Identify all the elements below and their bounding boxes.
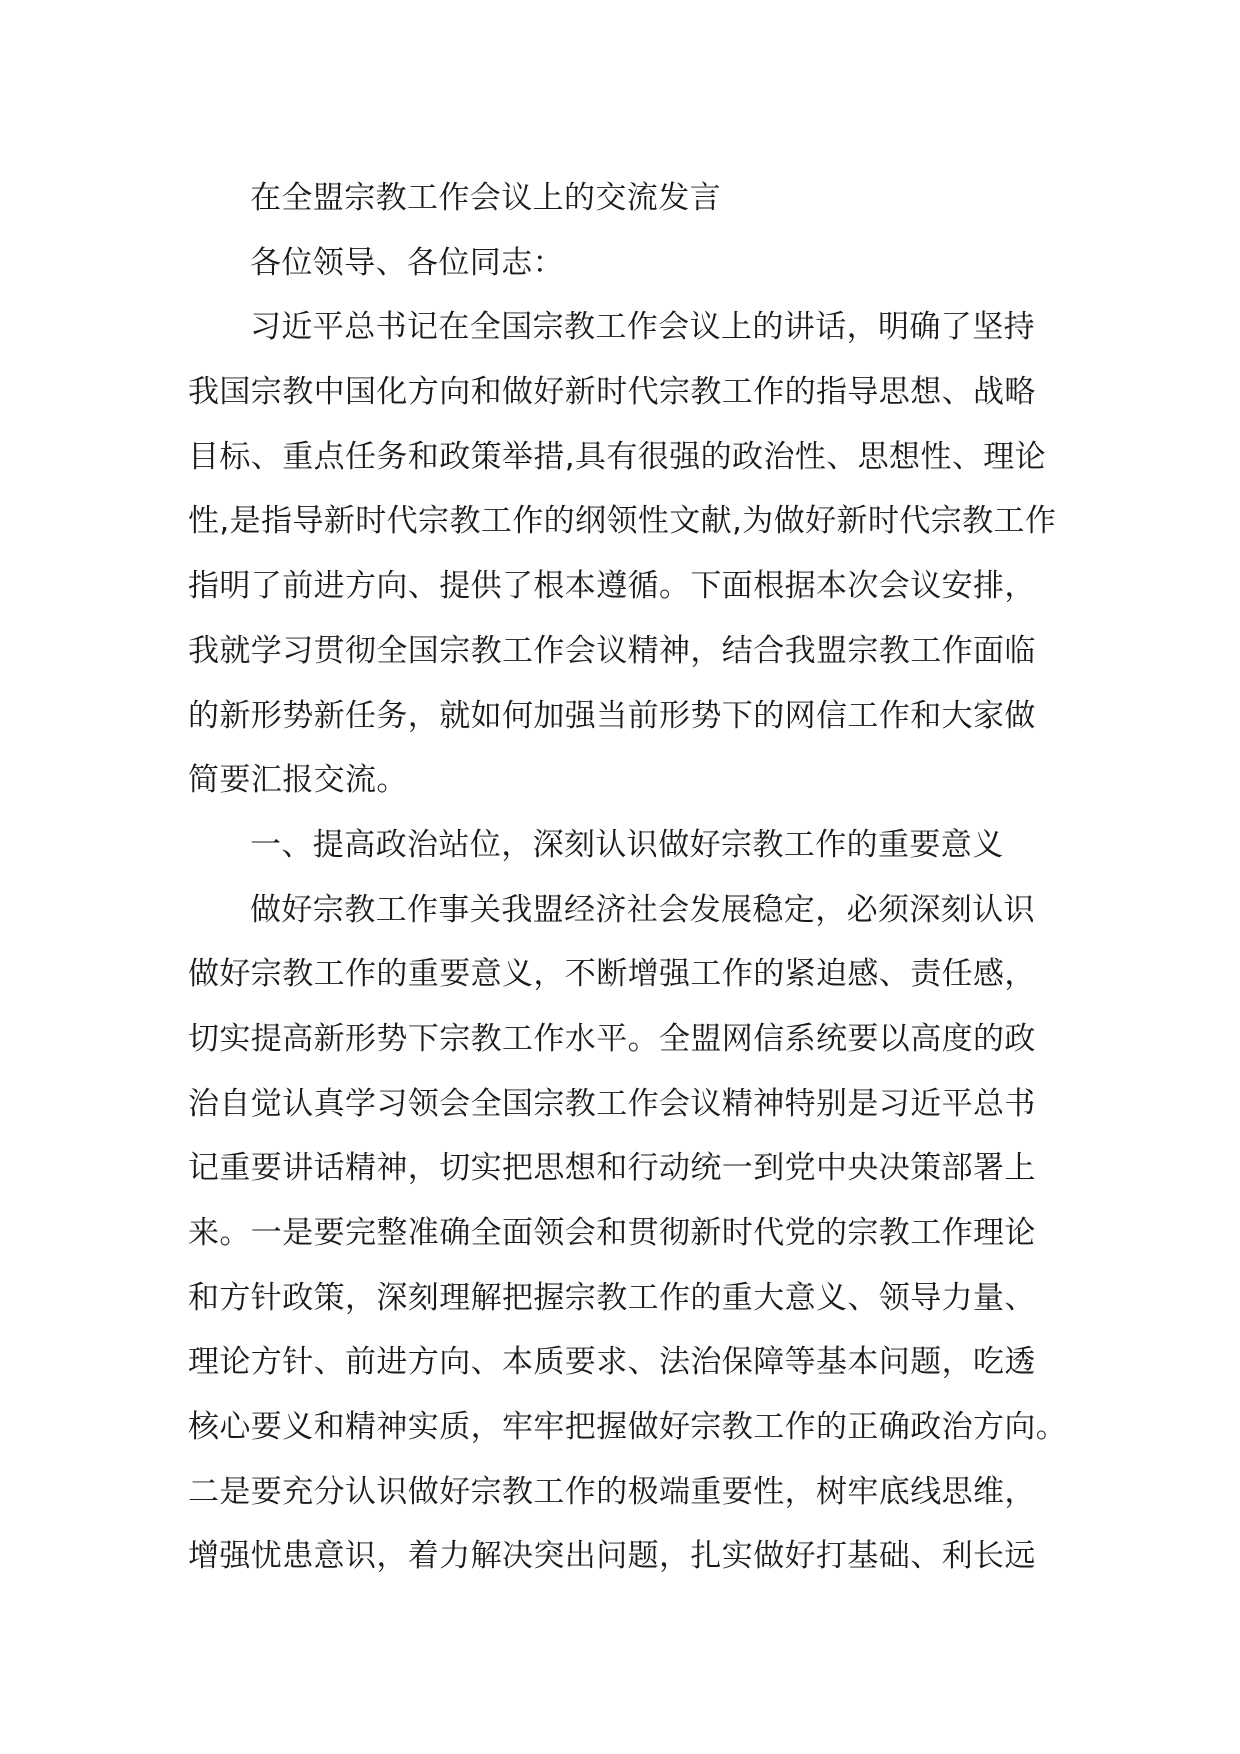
paragraph-line: 做好宗教工作事关我盟经济社会发展稳定，必须深刻认识 bbox=[250, 891, 1035, 928]
paragraph-line: 目标、重点任务和政策举措,具有很强的政治性、思想性、理论 bbox=[188, 438, 1047, 475]
section-heading: 一、提高政治站位，深刻认识做好宗教工作的重要意义 bbox=[250, 826, 1004, 863]
paragraph-line: 理论方针、前进方向、本质要求、法治保障等基本问题，吃透 bbox=[188, 1344, 1036, 1381]
document-body bbox=[188, 166, 1068, 1589]
salutation: 各位领导、各位同志： bbox=[250, 244, 564, 281]
paragraph-line: 记重要讲话精神，切实把思想和行动统一到党中央决策部署上 bbox=[188, 1150, 1036, 1187]
paragraph-line: 治自觉认真学习领会全国宗教工作会议精神特别是习近平总书 bbox=[188, 1085, 1036, 1122]
paragraph-line: 增强忧患意识，着力解决突出问题，扎实做好打基础、利长远 bbox=[188, 1538, 1036, 1575]
paragraph-line: 来。一是要完整准确全面领会和贯彻新时代党的宗教工作理论 bbox=[188, 1215, 1036, 1251]
paragraph-line: 指明了前进方向、提供了根本遵循。下面根据本次会议安排， bbox=[188, 568, 1036, 605]
paragraph-line: 性,是指导新时代宗教工作的纲领性文献,为做好新时代宗教工作 bbox=[188, 503, 1057, 540]
paragraph-line: 的新形势新任务，就如何加强当前形势下的网信工作和大家做 bbox=[188, 697, 1036, 734]
paragraph-line: 核心要义和精神实质，牢牢把握做好宗教工作的正确政治方向。 bbox=[188, 1409, 1068, 1446]
document-title: 在全盟宗教工作会议上的交流发言 bbox=[250, 180, 721, 216]
paragraph-line: 做好宗教工作的重要意义，不断增强工作的紧迫感、责任感， bbox=[188, 956, 1036, 993]
paragraph-line: 习近平总书记在全国宗教工作会议上的讲话，明确了坚持 bbox=[250, 309, 1035, 346]
paragraph-line: 二是要充分认识做好宗教工作的极端重要性，树牢底线思维， bbox=[188, 1473, 1036, 1510]
paragraph-line: 我国宗教中国化方向和做好新时代宗教工作的指导思想、战略 bbox=[188, 374, 1036, 411]
paragraph-line: 和方针政策，深刻理解把握宗教工作的重大意义、领导力量、 bbox=[188, 1279, 1036, 1316]
paragraph-line: 切实提高新形势下宗教工作水平。全盟网信系统要以高度的政 bbox=[188, 1020, 1036, 1057]
paragraph-line: 我就学习贯彻全国宗教工作会议精神，结合我盟宗教工作面临 bbox=[188, 632, 1036, 669]
paragraph-line: 简要汇报交流。 bbox=[188, 762, 408, 799]
